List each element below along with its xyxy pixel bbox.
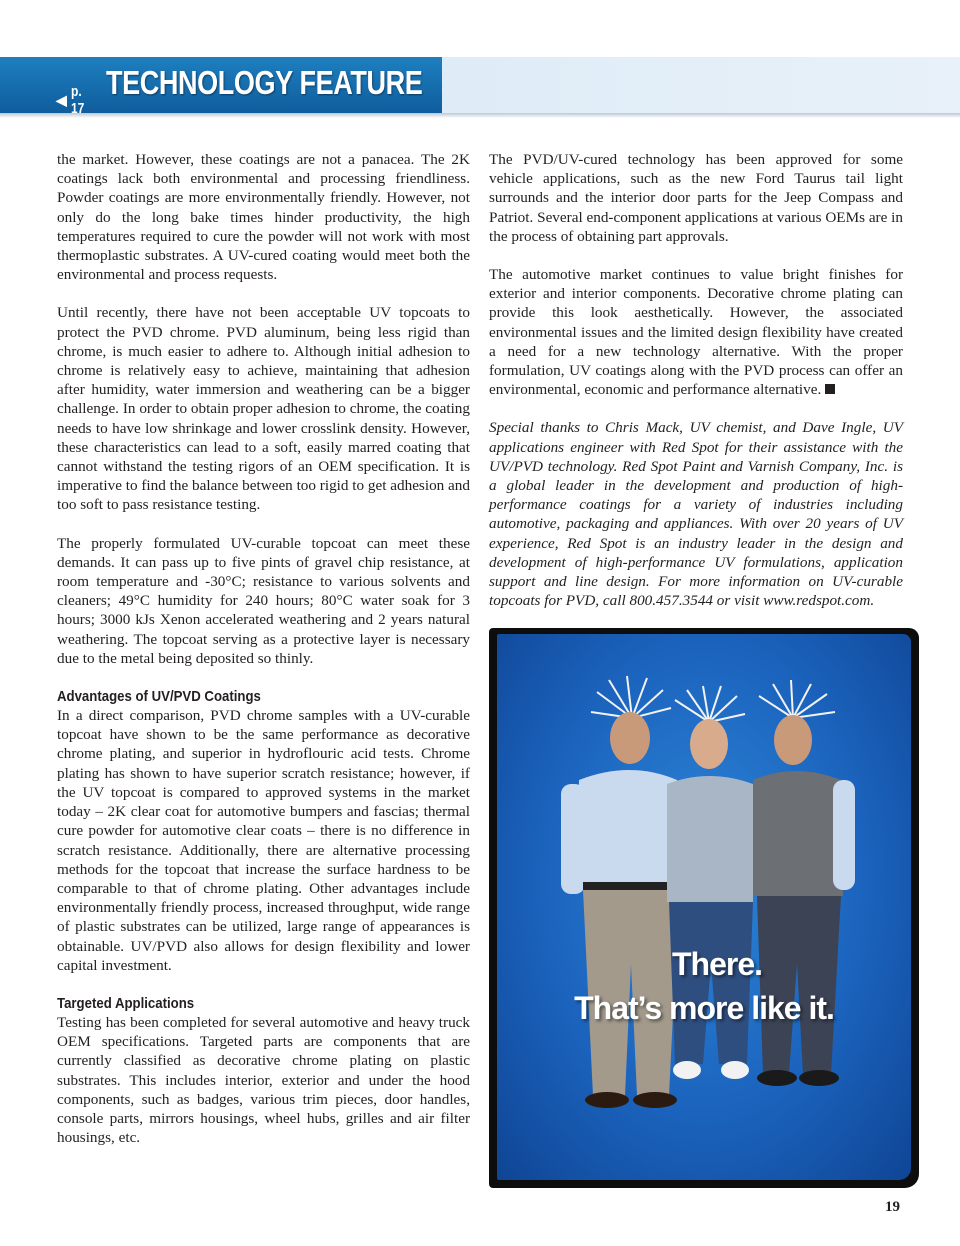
previous-page-link[interactable] <box>56 83 105 117</box>
section-title: TECHNOLOGY FEATURE <box>106 64 423 101</box>
paragraph-text: The automotive market continues to value bright finishes for exterior and interior components. Decorative chrome plating can provide this look aesthetically. However, the associated environmental issues and the limited design flexibility have created a need for a new technology alternative. With the proper formulation, UV coatings along with the PVD process can offer an environmental, economic and performance alternative. <box>489 266 903 399</box>
header-shadow <box>0 113 960 118</box>
paragraph: The PVD/UV-cured technology has been approved for some vehicle applications, such as the new Ford Taurus tail light surrounds and the interior door parts for the Jeep Compass and Patriot. Several end-component applications at various OEMs are in the process of obtaining part approvals. <box>489 151 903 245</box>
heading-advantages: Advantages of UV/PVD Coatings <box>57 688 261 706</box>
right-column <box>489 150 903 610</box>
page-number: 19 <box>885 1199 900 1215</box>
previous-page-label: p. 17 <box>70 83 85 117</box>
advertisement-image <box>497 634 911 1180</box>
left-arrow-icon: ◀ <box>56 92 67 108</box>
paragraph: the market. However, these coatings are not a panacea. The 2K coatings lack both environmental and processing friendliness. Powder coatings are more environmentally friendly. However, not only do the long bake times hinder productivity, the high temperatures required to cure the powder will not work with most thermoplastic substrates. A UV-cured coating would meet both the environmental and process requests. <box>57 151 470 284</box>
credits-paragraph: Special thanks to Chris Mack, UV chemist, and Dave Ingle, UV applications engineer with Red Spot for their assistance with the UV/PVD technology. Red Spot Paint and Varnish Company, Inc. is a global leader in the development and production of high-performance coatings for a variety of industries including automotive, packaging and appliances. With over 20 years of UV experience, Red Spot is an industry leader in the design and development of high-performance UV formulations, application support and line design. For more information on UV-curable topcoats for PVD, call 800.457.3544 or visit www.redspot.com. <box>489 419 903 610</box>
ad-illustration <box>497 634 911 1180</box>
paragraph: In a direct comparison, PVD chrome samples with a UV-curable topcoat have shown to be the same performance as decorative chrome plating, and superior in hydroflouric acid tests. Chrome plating has shown to have superior scratch resistance; however, if the UV topcoat is compared to approved systems in the market today – 2K clear coat for automotive bumpers and fascias; thermal cure powder for automotive clear coats – there is no difference in scratch resistance. Additionally, there are alternative processing methods for the topcoat that increase the surface hardness to be comparable to that of chrome plating. Other advantages include environmentally friendly process, increased throughput, wide range of plastic substrates can be utilized, large range of appearances is obtainable. UV/PVD also allows for design flexibility and lower capital investment. <box>57 707 470 974</box>
paragraph-with-end-mark <box>489 265 903 399</box>
end-of-article-icon <box>825 384 835 394</box>
paragraph: Testing has been completed for several automotive and heavy truck OEM specifications. Targeted parts are components that are currently classified as decorative chrome plating on plastic substrates. This includes interior, exterior and under the hood components, such as badges, various trim pieces, door handles, console parts, mirrors housings, wheel hubs, grilles and air filter housings, etc. <box>57 1013 470 1147</box>
advertisement[interactable] <box>489 628 919 1188</box>
paragraph: The properly formulated UV-curable topcoat can meet these demands. It can pass up to five pints of gravel chip resistance, at room temperature and -30°C; resistance to various solvents and cleaners; 49°C humidity for 240 hours; 80°C water soak for 3 hours; 3000 kJs Xenon accelerated weathering and 2 years natural weathering. The topcoat serving as a protective layer is necessary due to the metal being deposited so thinly. <box>57 534 470 667</box>
ad-headline-line-1: There. <box>671 946 763 982</box>
ad-headline-line-2: That’s more like it. <box>574 990 834 1026</box>
left-column <box>57 150 470 1147</box>
heading-targeted-applications: Targeted Applications <box>57 994 195 1012</box>
paragraph: Until recently, there have not been acceptable UV topcoats to protect the PVD chrome. PVD aluminum, being less rigid than chrome, is much easier to adhere to. Although initial adhesion to chrome is relatively easy to achieve, maintaining that adhesion after humidity, water immersion and weathering can be a bigger challenge. In order to obtain proper adhesion to chrome, the coating needs to have low shrinkage and lower crosslink density. However, these characteristics can lead to a soft, easily marred coating that cannot withstand the testing rigors of an OEM specification. It is imperative to find the balance between too rigid to get adhesion and too soft to pass resistance testing. <box>57 304 470 514</box>
